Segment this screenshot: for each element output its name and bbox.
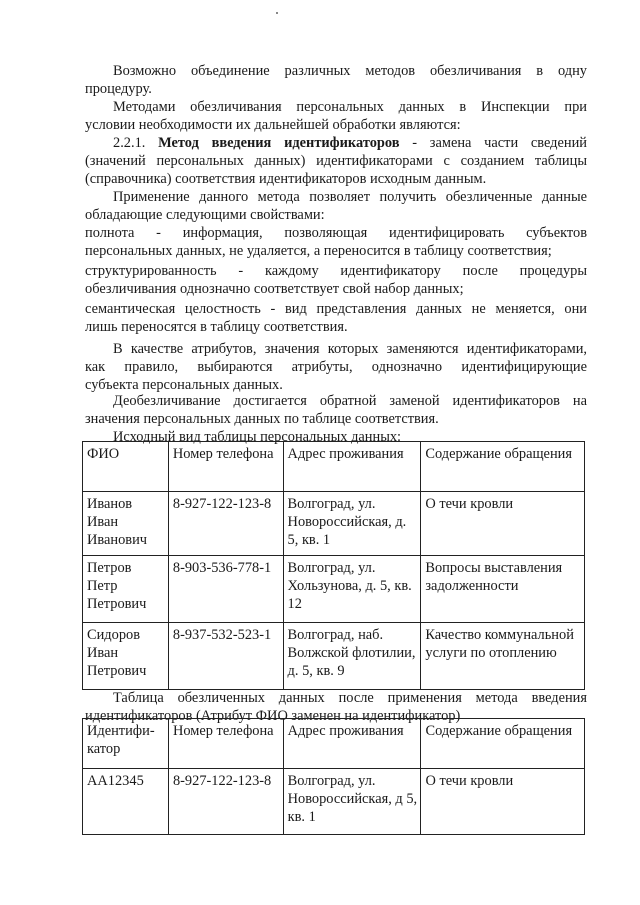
table-cell: Вопросы выставления задолженности (421, 556, 585, 623)
table-cell: 8-927-122-123-8 (168, 769, 283, 835)
table-header-cell: Идентифи-катор (83, 719, 169, 769)
table-header-cell: Содержание обращения (421, 719, 585, 769)
table-header-cell: Номер телефона (168, 442, 283, 492)
paragraph-deanonymization: Деобезличивание достигается обратной заменой идентификаторов на значения персональных данных по таблице соответствия. (85, 393, 587, 427)
table-header-cell: Номер телефона (168, 719, 283, 769)
table-header-cell: ФИО (83, 442, 169, 492)
table-header-cell: Адрес проживания (283, 719, 421, 769)
table-header-cell: Адрес проживания (283, 442, 421, 492)
table1-caption: Исходный вид таблицы персональных данных: (113, 429, 402, 445)
table-cell: Сидоров Иван Петрович (83, 623, 169, 690)
table-row (83, 492, 585, 556)
paragraph-completeness: полнота - информация, позволяющая идентифицировать субъектов персональных данных, не удаляется, а переносится в таблицу соответствия; (85, 225, 587, 259)
paragraph-semantic-integrity: семантическая целостность - вид представления данных не меняется, они лишь переносятся в таблицу соответствия. (85, 301, 587, 335)
table-cell: АА12345 (83, 769, 169, 835)
table-header-row (83, 442, 585, 492)
anonymized-data-table (82, 718, 585, 835)
paragraph-identifier-method: 2.2.1. Метод введения идентификаторов - замена части сведений (значений персональных данных) идентификаторами с созданием таблицы (справочника) соответствия идентификаторов исходным данным. (85, 135, 587, 187)
table-cell: Волгоград, ул. Новороссийская, д. 5, кв. 1 (283, 492, 421, 556)
table-cell: О течи кровли (421, 492, 585, 556)
method-title: Метод введения идентификаторов (158, 135, 400, 151)
table-cell: Качество коммунальной услуги по отоплению (421, 623, 585, 690)
table-cell: 8-937-532-523-1 (168, 623, 283, 690)
table-cell: Волгоград, ул. Новороссийская, д 5, кв. 1 (283, 769, 421, 835)
table-cell: Иванов Иван Иванович (83, 492, 169, 556)
table2-caption: Таблица обезличенных данных после применения метода введения идентификаторов (Атрибут ФИО заменен на идентификатор) (85, 690, 587, 724)
table-row (83, 769, 585, 835)
paragraph-methods-intro: Методами обезличивания персональных данных в Инспекции при условии необходимости их дальнейшей обработки являются: (85, 99, 587, 133)
table-row (83, 556, 585, 623)
paragraph-attributes: В качестве атрибутов, значения которых заменяются идентификаторами, как правило, выбираются атрибуты, однозначно идентифицирующие субъекта персональных данных. (85, 341, 587, 393)
table-cell: 8-903-536-778-1 (168, 556, 283, 623)
table-cell: Волгоград, ул. Хользунова, д. 5, кв. 12 (283, 556, 421, 623)
scan-mark (276, 12, 278, 14)
table-header-cell: Содержание обращения (421, 442, 585, 492)
paragraph-properties-intro: Применение данного метода позволяет получить обезличенные данные обладающие следующими свойствами: (85, 189, 587, 223)
source-data-table (82, 441, 585, 690)
table-cell: 8-927-122-123-8 (168, 492, 283, 556)
table-cell: О течи кровли (421, 769, 585, 835)
table-header-row (83, 719, 585, 769)
table-cell: Волгоград, наб. Волжской флотилии, д. 5, кв. 9 (283, 623, 421, 690)
table-row (83, 623, 585, 690)
paragraph-combination: Возможно объединение различных методов обезличивания в одну процедуру. (85, 63, 587, 97)
table-cell: Петров Петр Петрович (83, 556, 169, 623)
paragraph-structuredness: структурированность - каждому идентификатору после процедуры обезличивания однозначно соответствует свой набор данных; (85, 263, 587, 297)
